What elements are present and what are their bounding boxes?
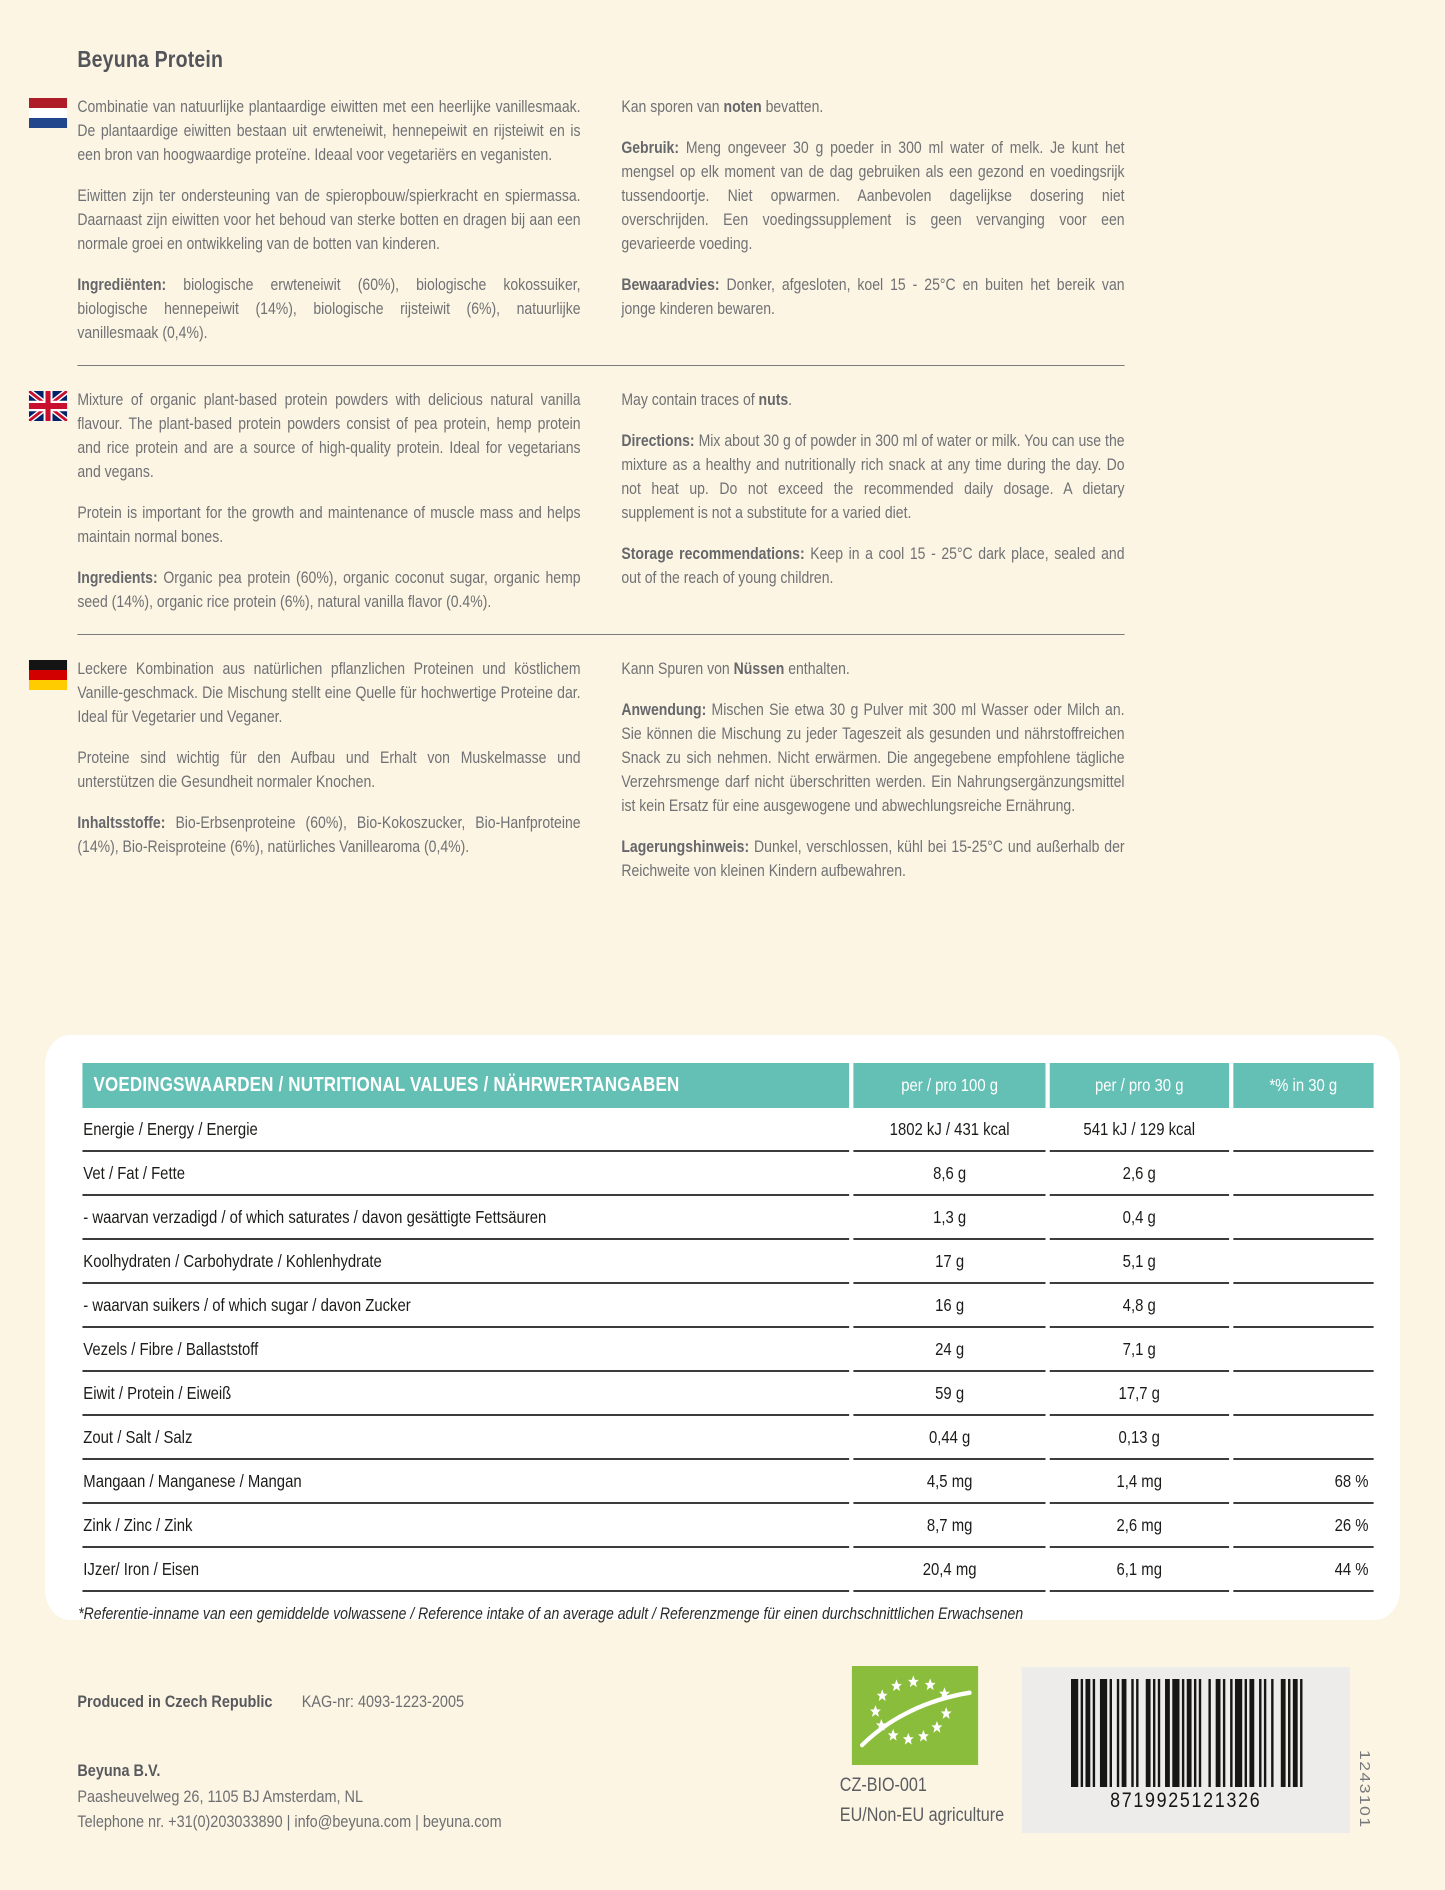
paragraph: Eiwitten zijn ter ondersteuning van de spieropbouw/spierkracht en spiermassa. Daarnaast zijn eiwitten voor het behoud van sterke botten en dragen bij aan een normale groei en ontwikkeling van de botten van kinderen.: [77, 187, 581, 253]
paragraph: Directions: Mix about 30 g of powder in 300 ml of water or milk. You can use the mixture as a healthy and nutritionally rich snack at any time during the day. Do not heat up. Do not exceed the recommended daily dosage. A dietary supplement is not a substitute for a varied diet.: [621, 432, 1125, 522]
company-name: Beyuna B.V.: [77, 1761, 161, 1780]
value-per-100g: 8,7 mg: [854, 1504, 1046, 1548]
company-address: Paasheuvelweg 26, 1105 BJ Amsterdam, NL: [77, 1786, 364, 1806]
paragraph: Inhaltsstoffe: Bio-Erbsenproteine (60%), Bio-Kokoszucker, Bio-Hanfproteine (14%), Bio-Reisproteine (6%), natürliches Vanillearoma (0,4%).: [77, 814, 581, 856]
nutrient-label: Vezels / Fibre / Ballaststoff: [82, 1328, 849, 1372]
value-per-100g: 0,44 g: [854, 1416, 1046, 1460]
flag-nl-icon: [29, 98, 67, 128]
value-per-30g: 0,13 g: [1050, 1416, 1229, 1460]
table-row: [82, 1460, 1373, 1504]
paragraph: Kan sporen van noten bevatten.: [621, 98, 824, 116]
table-row: [82, 1372, 1373, 1416]
value-per-100g: 1,3 g: [854, 1196, 1046, 1240]
nutrient-label: Zout / Salt / Salz: [82, 1416, 849, 1460]
nutrient-label: Zink / Zinc / Zink: [82, 1504, 849, 1548]
value-per-30g: 7,1 g: [1050, 1328, 1229, 1372]
table-row: [82, 1504, 1373, 1548]
reference-intake-footnote: *Referentie-inname van een gemiddelde volwassene / Reference intake of an average adult / Referenzmenge für einen durchschnittlichen Erwachsenen: [78, 1605, 1024, 1623]
organic-code: CZ-BIO-001: [839, 1775, 927, 1796]
nutrient-label: - waarvan suikers / of which sugar / davon Zucker: [82, 1284, 849, 1328]
text-sections: [77, 0, 1124, 883]
nutrition-table: [78, 1063, 1378, 1592]
paragraph: Storage recommendations: Keep in a cool 15 - 25°C dark place, sealed and out of the reach of young children.: [621, 545, 1125, 587]
paragraph: Gebruik: Meng ongeveer 30 g poeder in 300 ml water of melk. Je kunt het mengsel op elk moment van de dag gebruiken als een gezond en voedingsrijk tussendoortje. Niet opwarmen. Aanbevolen dagelijkse dosering niet overschrijden. Een voedingssupplement is geen vervanging voor een gevarieerde voeding.: [621, 139, 1125, 253]
table-row: [82, 1548, 1373, 1592]
company-contact: Telephone nr. +31(0)203033890 | info@beyuna.com | beyuna.com: [77, 1812, 502, 1831]
header-per-30g: per / pro 30 g: [1050, 1063, 1229, 1108]
table-row: [82, 1108, 1373, 1152]
nutrient-label: Energie / Energy / Energie: [82, 1108, 849, 1152]
section-de: [77, 657, 1124, 883]
value-pct-ri: 26 %: [1233, 1504, 1374, 1548]
nl-column-right: [621, 95, 1124, 345]
value-per-30g: 5,1 g: [1050, 1240, 1229, 1284]
paragraph: Ingrediënten: biologische erwteneiwit (60%), biologische kokossuiker, biologische hennepeiwit (14%), biologische rijsteiwit (6%), natuurlijke vanillesmaak (0,4%).: [77, 276, 581, 342]
value-pct-ri: 44 %: [1233, 1548, 1374, 1592]
table-row: [82, 1196, 1373, 1240]
value-per-100g: 16 g: [854, 1284, 1046, 1328]
nutrient-label: Vet / Fat / Fette: [82, 1152, 849, 1196]
nutrient-label: Mangaan / Manganese / Mangan: [82, 1460, 849, 1504]
value-per-100g: 59 g: [854, 1372, 1046, 1416]
table-row: [82, 1240, 1373, 1284]
value-per-100g: 1802 kJ / 431 kcal: [854, 1108, 1046, 1152]
language-sections: [77, 95, 1124, 883]
value-per-30g: 2,6 g: [1050, 1152, 1229, 1196]
barcode-bars-icon: [1071, 1679, 1307, 1787]
nutrition-card: [45, 1035, 1400, 1623]
table-row: [82, 1328, 1373, 1372]
eu-organic-leaf-icon: [840, 1666, 990, 1765]
paragraph: Protein is important for the growth and maintenance of muscle mass and helps maintain normal bones.: [77, 504, 581, 546]
organic-origin: EU/Non-EU agriculture: [839, 1805, 1005, 1826]
company-block: [77, 1758, 501, 1835]
section-nl: [77, 95, 1124, 345]
table-row: [82, 1416, 1373, 1460]
value-per-30g: 1,4 mg: [1050, 1460, 1229, 1504]
nl-column-left: [77, 95, 580, 345]
paragraph: Leckere Kombination aus natürlichen pflanzlichen Proteinen und köstlichem Vanille-geschmack. Die Mischung stellt eine Quelle für hochwertige Proteine dar. Ideal für Vegetarier und Veganer.: [77, 660, 581, 726]
table-header-row: [82, 1063, 1373, 1108]
kag-number: KAG-nr: 4093-1223-2005: [301, 1692, 465, 1711]
paragraph: Bewaaradvies: Donker, afgesloten, koel 15 - 25°C en buiten het bereik van jonge kinderen bewaren.: [621, 276, 1125, 318]
value-per-100g: 8,6 g: [854, 1152, 1046, 1196]
header-per-100g: per / pro 100 g: [854, 1063, 1046, 1108]
flag-gb-icon: [29, 391, 67, 421]
header-pct-30g: *% in 30 g: [1233, 1063, 1374, 1108]
nutrient-label: - waarvan verzadigd / of which saturates / davon gesättigte Fettsäuren: [82, 1196, 849, 1240]
value-pct-ri: [1233, 1284, 1374, 1328]
page-title: Beyuna Protein: [77, 46, 224, 72]
table-row: [82, 1284, 1373, 1328]
section-divider: [77, 365, 1124, 366]
flag-de-icon: [29, 660, 67, 690]
nutrient-label: IJzer/ Iron / Eisen: [82, 1548, 849, 1592]
de-column-left: [77, 657, 580, 883]
produced-in-label: Produced in Czech Republic: [77, 1692, 273, 1711]
paragraph: Anwendung: Mischen Sie etwa 30 g Pulver mit 300 ml Wasser oder Milch an. Sie können die Mischung zu jeder Tageszeit als gesunden und nährstoffreichen Snack zu sich nehmen. Nicht erwärmen. Die angegebene empfohlene tägliche Verzehrsmenge darf nicht überschritten werden. Ein Nahrungsergänzungsmittel ist kein Ersatz für eine ausgewogene und abwechlungsreiche Ernährung.: [621, 701, 1125, 815]
value-per-30g: 4,8 g: [1050, 1284, 1229, 1328]
section-divider: [77, 634, 1124, 635]
production-line: [77, 1692, 723, 1712]
en-column-left: [77, 388, 580, 614]
value-per-30g: 6,1 mg: [1050, 1548, 1229, 1592]
paragraph: Proteine sind wichtig für den Aufbau und Erhalt von Muskelmasse und unterstützen die Gesundheit normaler Knochen.: [77, 749, 581, 791]
value-pct-ri: 68 %: [1233, 1460, 1374, 1504]
value-per-100g: 20,4 mg: [854, 1548, 1046, 1592]
value-per-100g: 4,5 mg: [854, 1460, 1046, 1504]
section-en: [77, 388, 1124, 614]
value-pct-ri: [1233, 1108, 1374, 1152]
table-row: [82, 1152, 1373, 1196]
nutrient-label: Eiwit / Protein / Eiweiß: [82, 1372, 849, 1416]
paragraph: Lagerungshinweis: Dunkel, verschlossen, kühl bei 15-25°C und außerhalb der Reichweite von kleinen Kindern aufbewahren.: [621, 838, 1125, 880]
en-column-right: [621, 388, 1124, 614]
value-pct-ri: [1233, 1328, 1374, 1372]
paragraph: Mixture of organic plant-based protein powders with delicious natural vanilla flavour. The plant-based protein powders consist of pea protein, hemp protein and rice protein and are a source of high-quality protein. Ideal for vegetarians and vegans.: [77, 391, 581, 481]
paragraph: Ingredients: Organic pea protein (60%), organic coconut sugar, organic hemp seed (14%), organic rice protein (6%), natural vanilla flavor (0.4%).: [77, 569, 581, 611]
value-per-30g: 541 kJ / 129 kcal: [1050, 1108, 1229, 1152]
paragraph: Kann Spuren von Nüssen enthalten.: [621, 660, 850, 678]
value-per-30g: 2,6 mg: [1050, 1504, 1229, 1548]
article-number: 1243101: [1356, 1750, 1374, 1829]
barcode-number: 8719925121326: [1110, 1789, 1262, 1812]
paragraph: Combinatie van natuurlijke plantaardige eiwitten met een heerlijke vanillesmaak. De plantaardige eiwitten bestaan uit erwteneiwit, hennepeiwit en rijsteiwit en is een bron van hoogwaardige proteïne. Ideaal voor vegetariërs en veganisten.: [77, 98, 581, 164]
value-per-30g: 17,7 g: [1050, 1372, 1229, 1416]
organic-certification: [840, 1771, 1004, 1831]
value-pct-ri: [1233, 1196, 1374, 1240]
paragraph: May contain traces of nuts.: [621, 391, 793, 409]
value-pct-ri: [1233, 1240, 1374, 1284]
value-pct-ri: [1233, 1416, 1374, 1460]
value-per-100g: 24 g: [854, 1328, 1046, 1372]
value-per-100g: 17 g: [854, 1240, 1046, 1284]
barcode: [1022, 1667, 1350, 1833]
value-per-30g: 0,4 g: [1050, 1196, 1229, 1240]
value-pct-ri: [1233, 1372, 1374, 1416]
nutrient-label: Koolhydraten / Carbohydrate / Kohlenhydrate: [82, 1240, 849, 1284]
header-nutritional-values: VOEDINGSWAARDEN / NUTRITIONAL VALUES / NÄHRWERTANGABEN: [82, 1063, 849, 1108]
de-column-right: [621, 657, 1124, 883]
value-pct-ri: [1233, 1152, 1374, 1196]
